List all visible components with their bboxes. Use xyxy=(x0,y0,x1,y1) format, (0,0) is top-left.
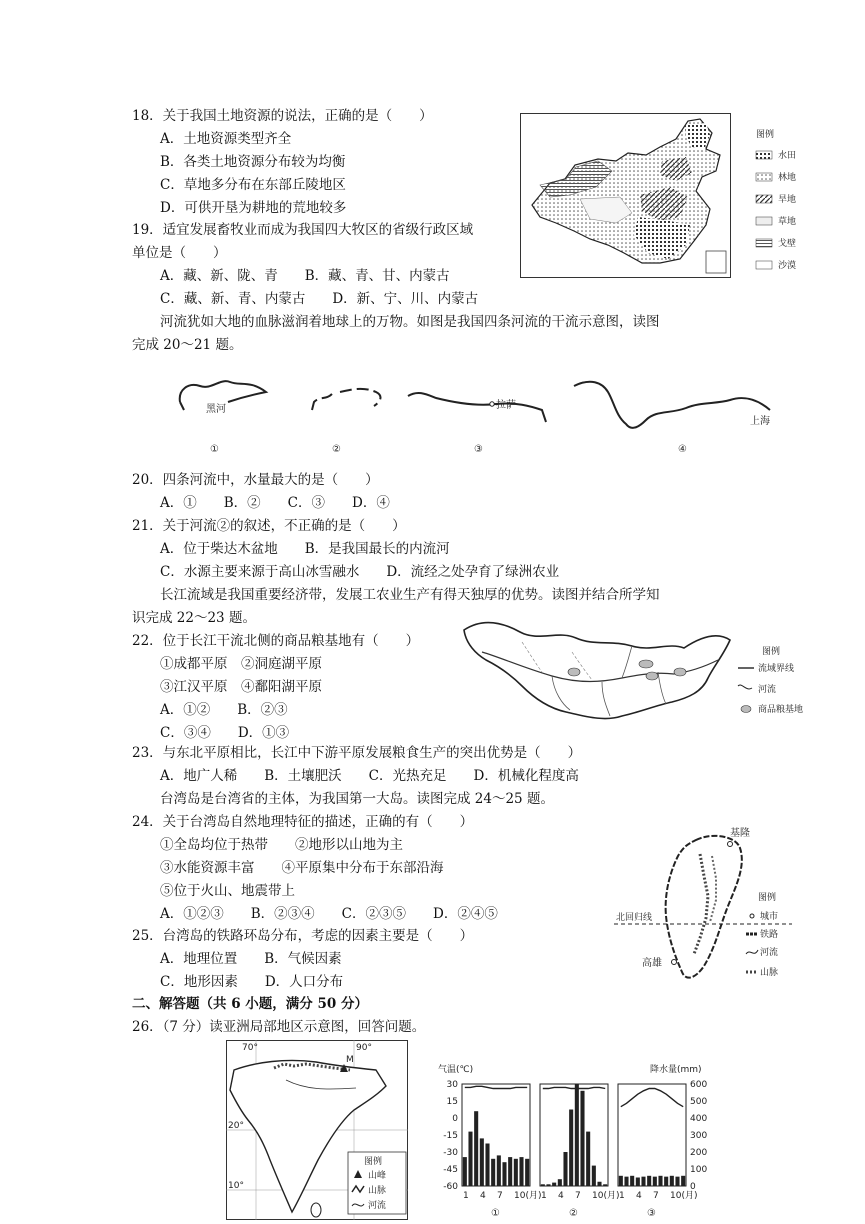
q22-stem: 22．位于长江干流北侧的商品粮基地有（ ） xyxy=(132,633,420,649)
precip-bar xyxy=(658,1176,662,1186)
svg-text:商品粮基地: 商品粮基地 xyxy=(758,705,804,715)
q24-items-row3: ⑤位于火山、地震带上 xyxy=(160,883,295,899)
lon-90: 90° xyxy=(356,1043,372,1053)
q23-stem: 23．与东北平原相比，长江中下游平原发展粮食生产的突出优势是（ ） xyxy=(132,745,582,761)
svg-text:山脉: 山脉 xyxy=(368,1186,387,1196)
q19-options-row1: A．藏、新、陇、青 B．藏、青、甘、内蒙古 xyxy=(160,268,450,284)
q22-options-row1: A．①② B．②③ xyxy=(160,702,288,718)
precip-bar xyxy=(641,1177,645,1186)
precip-bar xyxy=(468,1132,472,1186)
precip-bar xyxy=(497,1155,501,1186)
precip-bar xyxy=(463,1157,467,1186)
svg-text:沙漠: 沙漠 xyxy=(778,261,797,271)
precip-bar xyxy=(525,1159,529,1186)
precip-bar xyxy=(546,1184,550,1186)
precip-bar xyxy=(575,1084,579,1186)
q18-stem: 18．关于我国土地资源的说法，正确的是（ ） xyxy=(132,108,433,124)
svg-text:草地: 草地 xyxy=(778,217,797,227)
q21-options-row2: C．水源主要来源于高山冰雪融水 D．流经之处孕育了绿洲农业 xyxy=(160,564,560,580)
q22-items-row2: ③江汉平原 ④鄱阳湖平原 xyxy=(160,679,322,695)
precip-bar xyxy=(514,1159,518,1186)
q25-stem: 25．台湾岛的铁路环岛分布，考虑的因素主要是（ ） xyxy=(132,928,474,944)
q24-options: A．①②③ B．②③④ C．②③⑤ D．②④⑤ xyxy=(160,906,498,922)
temp-tick-label: -45 xyxy=(443,1165,458,1175)
lat-20: 20° xyxy=(228,1121,244,1131)
river-label-shanghai: 上海 xyxy=(750,416,770,427)
precip-bar xyxy=(675,1177,679,1186)
svg-text:山峰: 山峰 xyxy=(368,1171,387,1181)
south-asia-map xyxy=(226,1040,408,1220)
svg-text:④: ④ xyxy=(678,444,687,455)
precip-tick-label: 200 xyxy=(690,1148,708,1158)
taiwan-legend-title: 图例 xyxy=(758,893,777,903)
month-tick-label: 10(月) xyxy=(514,1191,542,1201)
precip-bar xyxy=(592,1166,596,1186)
city-keelung: 基隆 xyxy=(730,828,750,839)
china-land-resource-map xyxy=(520,113,810,288)
q24-items-row1: ①全岛均位于热带 ②地形以山地为主 xyxy=(160,837,403,853)
svg-text:流域界线: 流域界线 xyxy=(758,664,795,674)
q24-stem: 24．关于台湾岛自然地理特征的描述，正确的有（ ） xyxy=(132,814,474,830)
precip-bar xyxy=(664,1177,668,1186)
q19-options-row2: C．藏、新、青、内蒙古 D．新、宁、川、内蒙古 xyxy=(160,291,479,307)
yangtze-legend-title: 图例 xyxy=(762,647,781,657)
tropic-label: 北回归线 xyxy=(616,913,653,923)
precip-bar xyxy=(491,1159,495,1186)
q26-stem: 26．（7 分）读亚洲局部地区示意图，回答问题。 xyxy=(132,1019,426,1035)
precip-axis-label: 降水量(mm) xyxy=(650,1065,702,1075)
precip-bar xyxy=(586,1132,590,1186)
panel-number: ① xyxy=(491,1208,500,1219)
precip-bar xyxy=(580,1091,584,1186)
precip-bar xyxy=(619,1176,623,1186)
climate-panel-frame xyxy=(540,1084,608,1186)
svg-text:铁路: 铁路 xyxy=(760,930,779,940)
climate-panel-frame xyxy=(618,1084,686,1186)
q18-option-b: B．各类土地资源分布较为均衡 xyxy=(160,154,346,170)
river-label-lhasa: 拉萨 xyxy=(496,400,516,411)
precip-tick-label: 500 xyxy=(690,1097,708,1107)
precip-bar xyxy=(508,1157,512,1186)
q21-options-row1: A．位于柴达木盆地 B．是我国最长的内流河 xyxy=(160,541,450,557)
section-2-heading: 二、解答题（共 6 小题，满分 50 分） xyxy=(132,996,368,1012)
q22-options-row2: C．③④ D．①③ xyxy=(160,725,290,741)
peak-m-label: M xyxy=(346,1055,354,1065)
q18-option-c: C．草地多分布在东部丘陵地区 xyxy=(160,177,346,193)
intro-22-23-line1: 长江流域是我国重要经济带，发展工农业生产有得天独厚的优势。读图并结合所学知 xyxy=(160,587,660,603)
precip-bar xyxy=(653,1177,657,1186)
land-legend-title: 图例 xyxy=(756,130,775,140)
panel-number: ③ xyxy=(647,1208,656,1219)
precip-bar xyxy=(563,1152,567,1186)
q20-stem: 20．四条河流中，水量最大的是（ ） xyxy=(132,472,379,488)
q18-option-d: D．可供开垦为耕地的荒地较多 xyxy=(160,200,347,216)
temp-tick-label: -30 xyxy=(443,1148,458,1158)
temp-tick-label: 30 xyxy=(446,1080,458,1090)
q25-options-row2: C．地形因素 D．人口分布 xyxy=(160,974,344,990)
precip-bar xyxy=(603,1184,607,1186)
intro-20-21-line2: 完成 20～21 题。 xyxy=(132,337,243,353)
river-label-heihe: 黑河 xyxy=(206,404,226,415)
month-tick-label: 1 xyxy=(463,1191,469,1201)
q19-stem-line1: 19．适宜发展畜牧业而成为我国四大牧区的省级行政区域 xyxy=(132,222,474,238)
temp-tick-label: -15 xyxy=(443,1131,458,1141)
precip-bar xyxy=(474,1111,478,1186)
precip-bar xyxy=(636,1178,640,1187)
precip-bar xyxy=(681,1176,685,1186)
month-tick-label: 4 xyxy=(636,1191,642,1201)
svg-text:城市: 城市 xyxy=(760,912,779,922)
precip-bar xyxy=(569,1110,573,1187)
precip-bar xyxy=(558,1179,562,1186)
month-tick-label: 4 xyxy=(558,1191,564,1201)
month-tick-label: 10(月) xyxy=(670,1191,698,1201)
q21-stem: 21．关于河流②的叙述，不正确的是（ ） xyxy=(132,518,406,534)
svg-text:①: ① xyxy=(210,444,219,455)
svg-text:戈壁: 戈壁 xyxy=(778,239,797,249)
precip-bar xyxy=(519,1157,523,1186)
lat-10: 10° xyxy=(228,1181,244,1191)
precip-bar xyxy=(485,1144,489,1187)
precip-bar xyxy=(647,1176,651,1186)
temp-tick-label: 0 xyxy=(452,1114,458,1124)
precip-bar xyxy=(502,1162,506,1186)
climate-charts xyxy=(436,1062,716,1222)
svg-text:林地: 林地 xyxy=(778,173,797,183)
svg-text:③: ③ xyxy=(474,444,483,455)
precip-bar xyxy=(541,1184,545,1186)
precip-tick-label: 600 xyxy=(690,1080,708,1090)
q23-options: A．地广人稀 B．土壤肥沃 C．光热充足 D．机械化程度高 xyxy=(160,768,579,784)
precip-tick-label: 300 xyxy=(690,1131,708,1141)
precip-tick-label: 400 xyxy=(690,1114,708,1124)
precip-tick-label: 0 xyxy=(690,1182,696,1192)
q20-options: A．① B．② C．③ D．④ xyxy=(160,495,390,511)
svg-text:水田: 水田 xyxy=(778,151,797,161)
city-kaohsiung: 高雄 xyxy=(642,958,662,969)
month-tick-label: 4 xyxy=(480,1191,486,1201)
intro-22-23-line2: 识完成 22～23 题。 xyxy=(132,610,256,626)
precip-bar xyxy=(597,1182,601,1186)
month-tick-label: 1 xyxy=(541,1191,547,1201)
q18-option-a: A．土地资源类型齐全 xyxy=(160,131,292,147)
panel-number: ② xyxy=(569,1208,578,1219)
q24-items-row2: ③水能资源丰富 ④平原集中分布于东部沿海 xyxy=(160,860,444,876)
asia-legend-title: 图例 xyxy=(364,1157,383,1167)
four-rivers-figure xyxy=(170,366,790,462)
temp-tick-label: -60 xyxy=(443,1182,458,1192)
temp-tick-label: 15 xyxy=(446,1097,458,1107)
precip-tick-label: 100 xyxy=(690,1165,708,1175)
month-tick-label: 7 xyxy=(575,1191,581,1201)
svg-text:河流: 河流 xyxy=(368,1201,387,1211)
month-tick-label: 1 xyxy=(619,1191,625,1201)
precip-bar xyxy=(624,1177,628,1186)
svg-text:河流: 河流 xyxy=(758,685,777,695)
month-tick-label: 10(月) xyxy=(592,1191,620,1201)
svg-text:河流: 河流 xyxy=(760,948,779,958)
q25-options-row1: A．地理位置 B．气候因素 xyxy=(160,951,342,967)
svg-text:山脉: 山脉 xyxy=(760,968,779,978)
precip-bar xyxy=(670,1176,674,1186)
intro-20-21-line1: 河流犹如大地的血脉滋润着地球上的万物。如图是我国四条河流的干流示意图，读图 xyxy=(160,314,660,330)
month-tick-label: 7 xyxy=(497,1191,503,1201)
intro-24-25-line1: 台湾岛是台湾省的主体，为我国第一大岛。读图完成 24～25 题。 xyxy=(160,791,554,807)
lon-70: 70° xyxy=(242,1043,258,1053)
q19-stem-line2: 单位是（ ） xyxy=(132,245,227,261)
month-tick-label: 7 xyxy=(653,1191,659,1201)
temp-axis-label: 气温(℃) xyxy=(438,1065,474,1075)
precip-bar xyxy=(630,1176,634,1186)
svg-text:旱地: 旱地 xyxy=(778,195,797,205)
yangtze-basin-map xyxy=(462,612,832,730)
precip-bar xyxy=(552,1183,556,1186)
taiwan-map xyxy=(612,826,812,996)
precip-bar xyxy=(480,1138,484,1186)
q22-items-row1: ①成都平原 ②洞庭湖平原 xyxy=(160,656,322,672)
svg-text:②: ② xyxy=(332,444,341,455)
